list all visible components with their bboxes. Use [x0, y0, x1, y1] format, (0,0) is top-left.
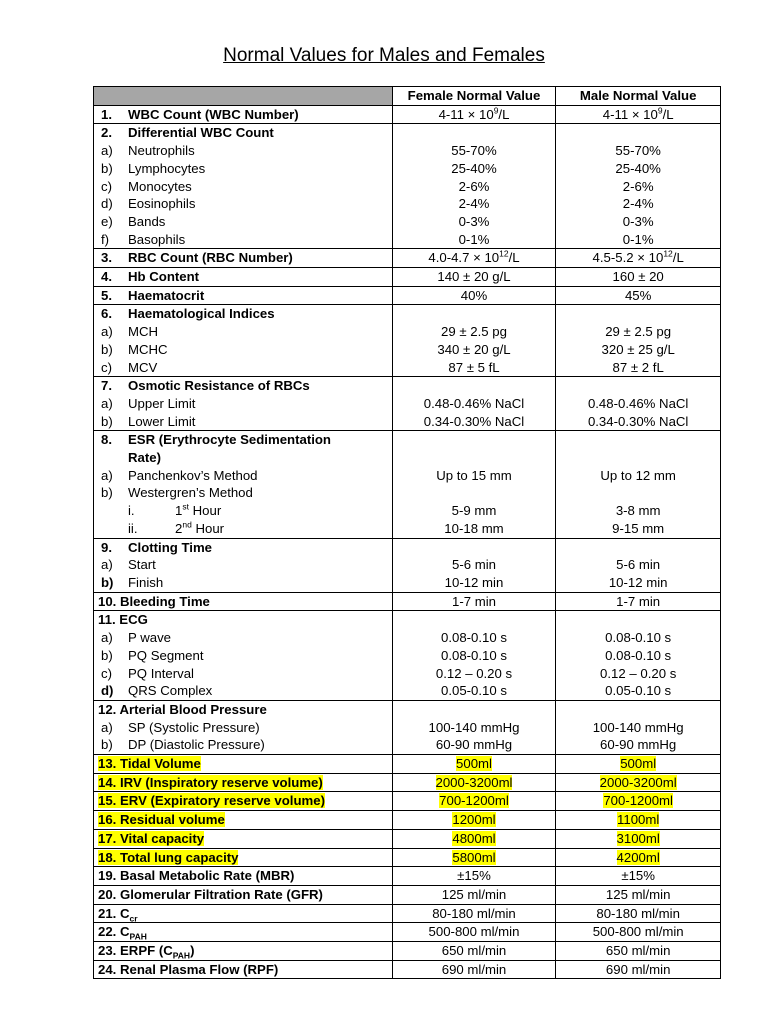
table-row [94, 923, 721, 942]
header-female: Female Normal Value [392, 87, 556, 106]
table-row [94, 960, 721, 979]
female-value: 80-180 ml/min [392, 904, 556, 923]
female-value: 2000-3200ml [435, 774, 513, 790]
female-value: 5800ml [452, 849, 496, 865]
table-row: 2. Differential WBC Count a) Neutrophils b) Lymphocytes c) Monocytes d) Eosinophils e) Bands f) Basophils 55-70% 25-40% 2-6% 2-4% 0-3% 0-1% 55-70% 25-40% 2-6% 2-4% 0-3% 0-1% [94, 124, 721, 249]
table-row: 4. Hb Content 140 ± 20 g/L 160 ± 20 [94, 268, 721, 287]
table-row [94, 904, 721, 923]
male-value: $4-11 \times 10^9/L$ [556, 105, 721, 124]
row-label: 19. Basal Metabolic Rate (MBR) [94, 867, 393, 886]
table-row [94, 592, 721, 611]
table-row [94, 792, 721, 811]
male-value: 690 ml/min [556, 960, 721, 979]
table-row: 6. Haematological Indices a) MCH b) MCHC c) MCV 29 ± 2.5 pg 340 ± 20 g/L 87 ± 5 fL 29 ± 2.5 pg 320 ± 25 g/L 87 ± 2 fL [94, 305, 721, 377]
row-label: WBC Count (WBC Number) [128, 106, 299, 122]
female-value: 500-800 ml/min [392, 923, 556, 942]
male-value: 45% [556, 286, 721, 305]
male-value: 4200ml [616, 849, 660, 865]
table-row [94, 811, 721, 830]
table-row [94, 942, 721, 961]
row-label: ESR (Erythrocyte Sedimentation [128, 432, 331, 448]
male-value: 650 ml/min [556, 942, 721, 961]
male-value: 700-1200ml [603, 793, 673, 809]
table-row [94, 867, 721, 886]
table-row: 9. Clotting Time a) Start b) Finish 5-6 min 10-12 min 5-6 min 10-12 min [94, 538, 721, 592]
male-value: 55-70% 25-40% 2-6% 2-4% 0-3% 0-1% [556, 124, 721, 249]
table-row: 12. Arterial Blood Pressure a) SP (Systolic Pressure) b) DP (Diastolic Pressure) 100-140 mmHg 60-90 mmHg 100-140 mmHg 60-90 mmHg [94, 700, 721, 754]
female-value: 125 ml/min [392, 885, 556, 904]
row-label: 15. ERV (Expiratory reserve volume) [98, 793, 325, 809]
male-value: 100-140 mmHg 60-90 mmHg [556, 700, 721, 754]
page-title: Normal Values for Males and Females [223, 45, 545, 66]
row-label: 12. Arterial Blood Pressure [98, 701, 267, 717]
table-row [94, 848, 721, 867]
female-value: 0.08-0.10 s 0.08-0.10 s 0.12 – 0.20 s 0.05-0.10 s [392, 611, 556, 701]
male-value: ±15% [556, 867, 721, 886]
row-label: Clotting Time [128, 539, 213, 555]
female-value: 690 ml/min [392, 960, 556, 979]
male-value: Up to 12 mm 3-8 mm 9-15 mm [556, 431, 721, 538]
female-value: 140 ± 20 g/L [392, 268, 556, 287]
row-number: 1. [101, 106, 112, 122]
row-label: 22. $C_{PAH}$ [94, 923, 393, 942]
table-row [94, 755, 721, 774]
female-value: 700-1200ml [439, 793, 509, 809]
row-label: 16. Residual volume [98, 812, 225, 828]
row-label: 18. Total lung capacity [98, 849, 239, 865]
table-row: 7. Osmotic Resistance of RBCs a) Upper Limit b) Lower Limit 0.48-0.46% NaCl 0.34-0.30% NaCl 0.48-0.46% NaCl 0.34-0.30% NaCl [94, 377, 721, 431]
row-label: Haematocrit [128, 287, 205, 303]
row-label: 20. Glomerular Filtration Rate (GFR) [94, 885, 393, 904]
male-value: 80-180 ml/min [556, 904, 721, 923]
row-label: Haematological Indices [128, 306, 275, 322]
row-label: Hb Content [128, 269, 200, 285]
row-label: 14. IRV (Inspiratory reserve volume) [98, 774, 323, 790]
female-value: $4.0-4.7 \times 10^{12}/L$ [392, 249, 556, 268]
male-value: 29 ± 2.5 pg 320 ± 25 g/L 87 ± 2 fL [556, 305, 721, 377]
male-value: $4.5-5.2 \times 10^{12}/L$ [556, 249, 721, 268]
male-value: 500-800 ml/min [556, 923, 721, 942]
row-label: 10. Bleeding Time [94, 592, 393, 611]
male-value: 5-6 min 10-12 min [556, 538, 721, 592]
table-row: 11. ECG a) P wave b) PQ Segment c) PQ Interval d) QRS Complex 0.08-0.10 s 0.08-0.10 s 0.12 – 0.20 s 0.05-0.10 s 0.08-0.10 s 0.08-0.10 s 0.12 – 0.20 s 0.05-0.10 s [94, 611, 721, 701]
female-value: 55-70% 25-40% 2-6% 2-4% 0-3% 0-1% [392, 124, 556, 249]
male-value: 0.48-0.46% NaCl 0.34-0.30% NaCl [556, 377, 721, 431]
female-value: 500ml [456, 756, 492, 772]
female-value: 650 ml/min [392, 942, 556, 961]
female-value: 4800ml [452, 830, 496, 846]
row-label: 21. $C_{cr}$ [94, 904, 393, 923]
male-value: 3100ml [616, 830, 660, 846]
female-value: 29 ± 2.5 pg 340 ± 20 g/L 87 ± 5 fL [392, 305, 556, 377]
row-label: RBC Count (RBC Number) [128, 250, 293, 266]
table-row [94, 829, 721, 848]
male-value: 1-7 min [556, 592, 721, 611]
female-value: 40% [392, 286, 556, 305]
table-row [94, 105, 721, 124]
row-label: 11. ECG [98, 612, 148, 628]
male-value: 125 ml/min [556, 885, 721, 904]
row-label: 23. ERPF $(C_{PAH})$ [94, 942, 393, 961]
row-label: 17. Vital capacity [98, 830, 205, 846]
table-header-row [94, 87, 721, 106]
female-value: 0.48-0.46% NaCl 0.34-0.30% NaCl [392, 377, 556, 431]
male-value: 0.08-0.10 s 0.08-0.10 s 0.12 – 0.20 s 0.05-0.10 s [556, 611, 721, 701]
male-value: 1100ml [617, 812, 660, 828]
table-row: 8. ESR (Erythrocyte Sedimentation Rate) a) Panchenkov’s Method b) Westergren’s Method i. 1st Hour ii. 2nd Hour Up to 15 mm 5-9 mm 10-18 mm Up to 12 mm 3-8 mm 9-15 mm [94, 431, 721, 538]
row-label: Osmotic Resistance of RBCs [128, 378, 310, 394]
header-blank-cell [94, 87, 393, 106]
row-label: 24. Renal Plasma Flow (RPF) [94, 960, 393, 979]
female-value: 1-7 min [392, 592, 556, 611]
table-row: 3. RBC Count (RBC Number) $4.0-4.7 \times 10^{12}/L$ $4.5-5.2 \times 10^{12}/L$ [94, 249, 721, 268]
row-label: Differential WBC Count [128, 125, 274, 141]
normal-values-table [93, 86, 721, 979]
female-value: 100-140 mmHg 60-90 mmHg [392, 700, 556, 754]
female-value: ±15% [392, 867, 556, 886]
header-male: Male Normal Value [556, 87, 721, 106]
female-value: $4-11 \times 10^9/L$ [392, 105, 556, 124]
male-value: 160 ± 20 [556, 268, 721, 287]
female-value: 5-6 min 10-12 min [392, 538, 556, 592]
female-value: Up to 15 mm 5-9 mm 10-18 mm [392, 431, 556, 538]
row-label: 13. Tidal Volume [98, 756, 201, 772]
male-value: 2000-3200ml [599, 774, 677, 790]
female-value: 1200ml [452, 812, 496, 828]
table-row [94, 773, 721, 792]
male-value: 500ml [620, 756, 657, 772]
table-row [94, 885, 721, 904]
table-row: 5. Haematocrit 40% 45% [94, 286, 721, 305]
